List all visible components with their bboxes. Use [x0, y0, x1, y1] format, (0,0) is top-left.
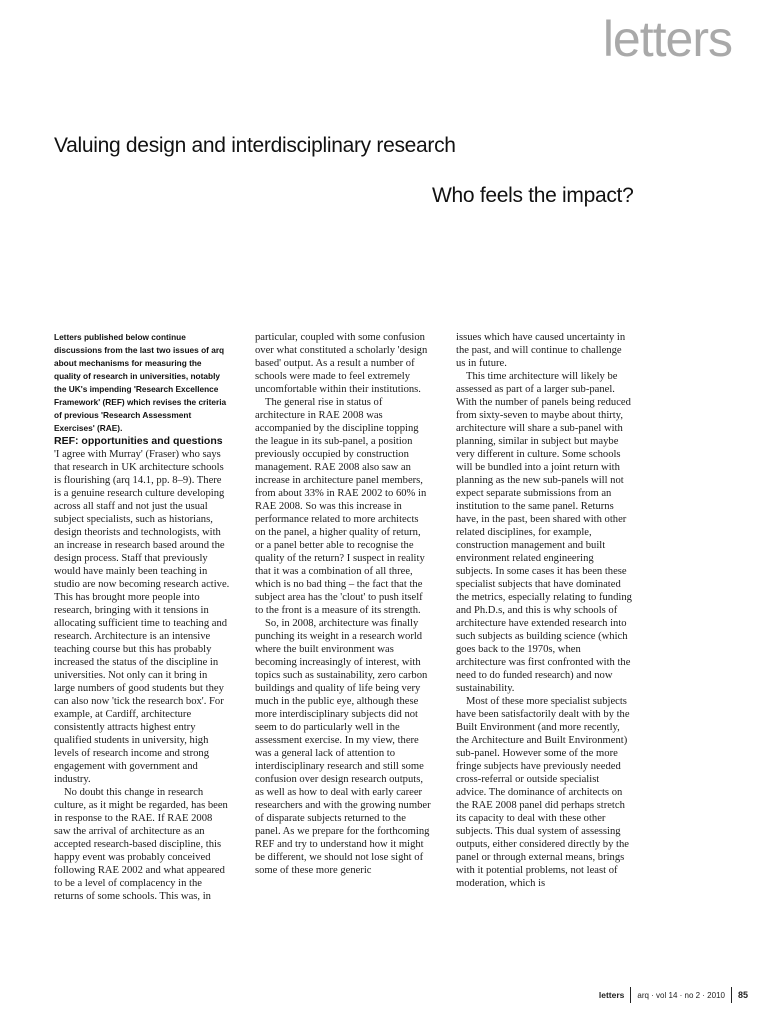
- body-paragraph: issues which have caused uncertainty in the past, and will continue to challenge us in future.: [456, 332, 626, 369]
- text-column-1: [54, 331, 230, 903]
- body-paragraph: So, in 2008, architecture was finally punching its weight in a research world where the built environment was becoming increasingly of interest, with topics such as sustainability, zero carbon buildings and quality of life being very much in the public eye, although these more interdisciplinary subjects did not seem to do particularly well in the assessment exercise. In my view, there was a general lack of attention to interdisciplinary research and still some confusion over design research outputs, as well as how to deal with early career researchers and with the growing number of disparate subjects returned to the panel. As we prepare for the forthcoming REF and try to understand how it might be different, we should not lose sight of some of these more generic: [255, 618, 431, 876]
- body-paragraph: Most of these more specialist subjects have been satisfactorily dealt with by the Built Environment (and more recently, the Architecture and Built Environment) sub-panel. However some of the more fringe subjects have previously needed cross-referral or outside specialist advice. The dominance of architects on the RAE 2008 panel did perhaps stretch its capacity to deal with these other subjects. This dual system of assessing outputs, either considered directly by the panel or through external means, brings with it potential problems, not least of moderation, which is: [456, 696, 630, 889]
- body-paragraph: The general rise in status of architecture in RAE 2008 was accompanied by the discipline topping the league in its sub-panel, a position previously occupied by construction management. RAE 2008 also saw an increase in architecture panel members, from about 33% in RAE 2002 to 60% in RAE 2008. So was this increase in performance related to more architects on the panel, a higher quality of return, or a panel better able to recognise the quality of the return? I suspect in reality that it was a combination of all three, which is no bad thing – the fact that the subject area has the 'clout' to push itself to the front is a measure of its strength.: [255, 397, 427, 616]
- footer-section-label: letters: [598, 990, 625, 1000]
- article-subtitle: Who feels the impact?: [432, 184, 634, 207]
- section-subheading: REF: opportunities and questions: [54, 435, 223, 447]
- intro-paragraph: Letters published below continue discussions from the last two issues of arq about mechanisms for measuring the quality of research in universities, notably the UK's impending 'Research Excellence Framework' (REF) which revises the criteria of previous 'Research Assessment Exercises' (RAE).: [54, 332, 227, 433]
- footer-journal-info: arq · vol 14 · no 2 · 2010: [637, 990, 725, 1000]
- body-paragraph: 'I agree with Murray' (Fraser) who says that research in UK architecture schools is flourishing (arq 14.1, pp. 8–9). There is a genuine research culture developing across all staff and not just the usual subject specialists, such as historians, design theorists and technologists, with an increase in research based around the design process. Staff that previously would have mainly been teaching in studio are now becoming research active. This has brought more people into research, bringing with it tensions in allocating sufficient time to teaching and research. Architecture is an intensive teaching course but this has probably increased the status of the discipline in universities. Not only can it bring in large numbers of good students but they can also now 'tick the research box'. For example, at Cardiff, architecture consistently attracts highest entry qualified students in university, high levels of research income and strong engagement with government and industry.: [54, 449, 230, 785]
- page-footer: [599, 987, 748, 1003]
- body-paragraph: No doubt this change in research culture, as it might be regarded, has been in response to the RAE. If RAE 2008 saw the arrival of architecture as an accepted research-based discipline, this happy event was probably conceived following RAE 2002 and what appeared to be a level of complacency in the returns of some schools. This was, in: [54, 787, 228, 902]
- page-number: 85: [737, 990, 748, 1000]
- article-title: Valuing design and interdisciplinary research: [54, 134, 456, 157]
- text-column-3: [456, 331, 632, 890]
- body-paragraph: particular, coupled with some confusion over what constituted a scholarly 'design based' output. As a result a number of schools were made to feel extremely uncomfortable within their institutions.: [255, 332, 428, 395]
- text-column-2: [255, 331, 431, 877]
- body-paragraph: This time architecture will likely be assessed as part of a larger sub-panel. With the number of panels being reduced from sixty-seven to maybe about thirty, architecture will share a sub-panel with planning, similar in subject but maybe very different in culture. Some schools will be bundled into a joint return with planning as the new sub-panels will not expect separate submissions from an institution to the same panel. Returns have, in the past, been shared with other related disciplines, for example, construction management and built environment related engineering subjects. In some cases it has been these specialist subjects that have dominated the metrics, especially relating to funding and Ph.D.s, and this is why schools of architecture have extended research into such subjects as building science (which goes back to the 1970s, when architecture was first confronted with the need to do funded research) and now sustainability.: [456, 371, 632, 694]
- section-label: letters: [602, 11, 732, 67]
